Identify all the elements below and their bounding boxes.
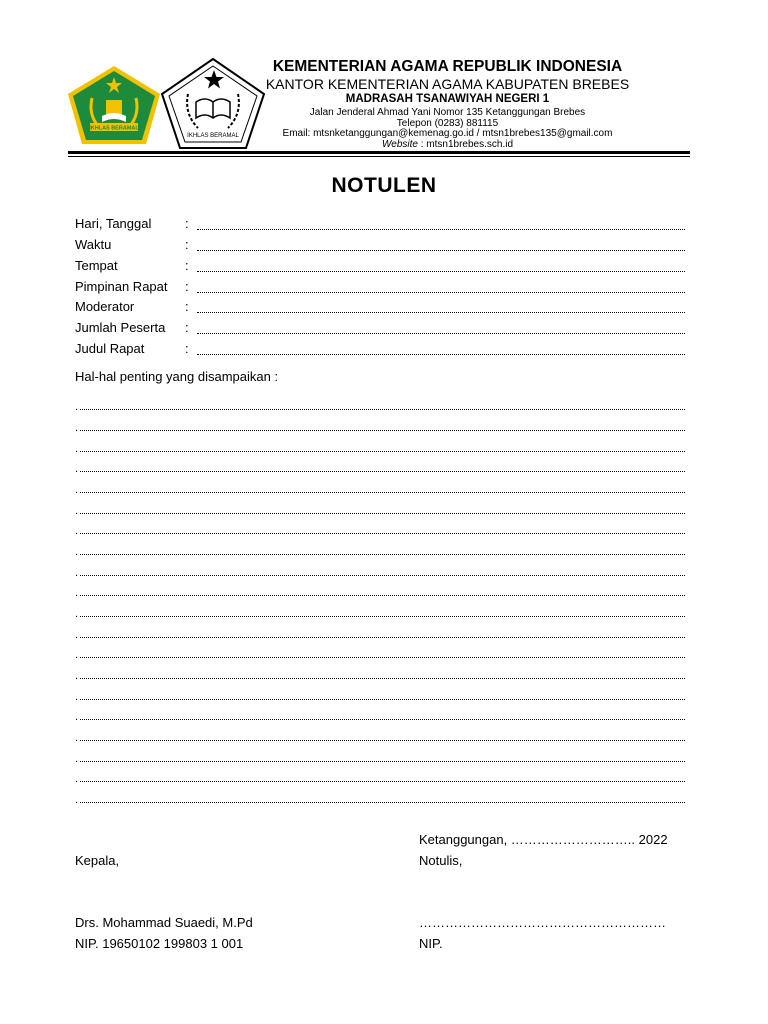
note-fill-line [80,554,685,555]
field-row [75,258,687,278]
note-line[interactable] [75,648,687,668]
note-line[interactable] [75,442,687,462]
school-email: Email: mtsnketanggungan@kemenag.go.id / mtsn1brebes135@gmail.com [282,128,613,139]
note-line[interactable] [75,545,687,565]
note-fill-line [80,409,685,410]
note-fill-line [80,471,685,472]
note-line[interactable] [75,607,687,627]
field-fill-line[interactable] [197,250,685,251]
note-fill-line [80,575,685,576]
ministry-name: KEMENTERIAN AGAMA REPUBLIK INDONESIA [272,58,623,75]
field-label: Judul Rapat [75,341,145,356]
note-line[interactable] [75,566,687,586]
place-date: Ketanggungan, ……………………….. 2022 [419,832,668,847]
note-line[interactable] [75,400,687,420]
note-line[interactable] [75,752,687,772]
field-fill-line[interactable] [197,354,685,355]
note-fill-line [80,699,685,700]
field-colon: : [185,279,189,294]
notulis-role: Notulis, [419,853,463,868]
note-bullet: . [75,629,79,641]
notulis-name-blank[interactable]: ………………………………………………… [419,915,666,930]
note-bullet: . [75,443,79,455]
field-label: Waktu [75,237,112,252]
note-fill-line [80,657,685,658]
letterhead-rule-thin [68,156,690,157]
note-fill-line [80,513,685,514]
note-fill-line [80,719,685,720]
note-bullet: . [75,567,79,579]
note-bullet: . [75,525,79,537]
note-bullet: . [75,484,79,496]
note-fill-line [80,761,685,762]
note-fill-line [80,637,685,638]
school-website [175,139,720,150]
website-value: : mtsn1brebes.sch.id [420,139,513,150]
note-line[interactable] [75,524,687,544]
note-fill-line [80,533,685,534]
head-nip: NIP. 19650102 199803 1 001 [75,936,244,951]
field-colon: : [185,258,189,273]
notulis-nip: NIP. [419,936,443,951]
field-row [75,237,687,257]
note-line[interactable] [75,731,687,751]
field-colon: : [185,237,189,252]
note-fill-line [80,781,685,782]
field-row [75,216,687,236]
note-bullet: . [75,401,79,413]
field-label: Moderator [75,299,135,314]
note-bullet: . [75,711,79,723]
field-label: Hari, Tanggal [75,216,152,231]
field-colon: : [185,299,189,314]
head-name: Drs. Mohammad Suaedi, M.Pd [75,915,253,930]
note-bullet: . [75,649,79,661]
note-fill-line [80,430,685,431]
note-bullet: . [75,670,79,682]
svg-text:IKHLAS BERAMAL: IKHLAS BERAMAL [89,125,139,132]
note-line[interactable] [75,793,687,813]
field-fill-line[interactable] [197,312,685,313]
note-line[interactable] [75,690,687,710]
note-line[interactable] [75,772,687,792]
field-colon: : [185,341,189,356]
note-line[interactable] [75,421,687,441]
school-address: Jalan Jenderal Ahmad Yani Nomor 135 Ketanggungan Brebes [309,107,586,118]
note-bullet: . [75,422,79,434]
note-bullet: . [75,608,79,620]
note-line[interactable] [75,669,687,689]
note-bullet: . [75,753,79,765]
field-fill-line[interactable] [197,229,685,230]
field-label: Jumlah Peserta [75,320,166,335]
notes-intro: Hal-hal penting yang disampaikan : [75,369,279,384]
field-colon: : [185,320,189,335]
note-line[interactable] [75,483,687,503]
note-bullet: . [75,505,79,517]
note-line[interactable] [75,462,687,482]
note-fill-line [80,740,685,741]
field-label: Pimpinan Rapat [75,279,168,294]
document-title: NOTULEN [331,174,437,197]
website-label: Website [382,139,418,150]
field-row [75,279,687,299]
note-bullet: . [75,546,79,558]
field-fill-line[interactable] [197,292,685,293]
svg-text:IKHLAS BERAMAL: IKHLAS BERAMAL [187,133,239,139]
note-fill-line [80,595,685,596]
note-fill-line [80,451,685,452]
note-fill-line [80,678,685,679]
field-fill-line[interactable] [197,333,685,334]
field-label: Tempat [75,258,118,273]
office-name: KANTOR KEMENTERIAN AGAMA KABUPATEN BREBES [265,76,630,92]
note-bullet: . [75,463,79,475]
kemenag-logo [66,64,162,146]
school-phone: Telepon (0283) 881115 [396,118,499,129]
field-row [75,341,687,361]
note-bullet: . [75,691,79,703]
field-row [75,299,687,319]
note-line[interactable] [75,710,687,730]
note-line[interactable] [75,586,687,606]
note-fill-line [80,616,685,617]
note-bullet: . [75,794,79,806]
note-line[interactable] [75,628,687,648]
field-colon: : [185,216,189,231]
field-fill-line[interactable] [197,271,685,272]
note-fill-line [80,492,685,493]
note-bullet: . [75,732,79,744]
note-fill-line [80,802,685,803]
letterhead-rule-thick [68,151,690,154]
school-name: MADRASAH TSANAWIYAH NEGERI 1 [345,93,550,105]
note-bullet: . [75,587,79,599]
note-line[interactable] [75,504,687,524]
head-role: Kepala, [75,853,120,868]
field-row [75,320,687,340]
note-bullet: . [75,773,79,785]
